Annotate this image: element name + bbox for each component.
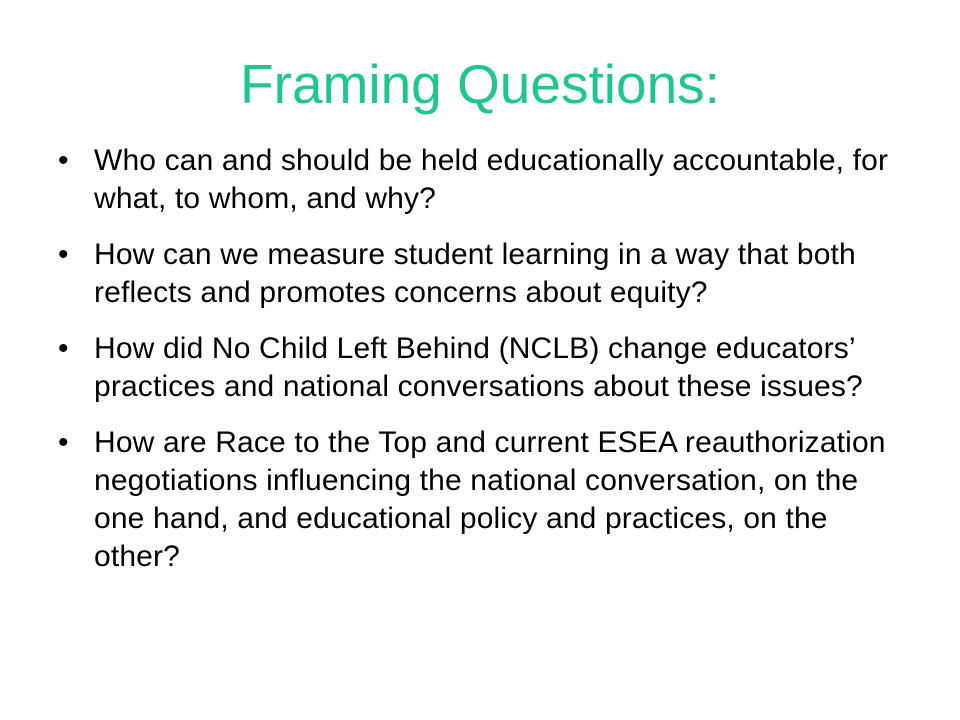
bullet-list [56,142,896,594]
bullet-text: How did No Child Left Behind (NCLB) change educators’ practices and national conversations about these issues? [94,332,863,403]
bullet-text: How are Race to the Top and current ESEA reauthorization negotiations influencing the national conversation, on the one hand, and educational policy and practices, on the other? [94,426,886,573]
bullet-icon: • [58,144,69,177]
bullet-item [56,424,896,576]
bullet-item [56,330,896,406]
bullet-icon: • [58,332,69,365]
bullet-icon: • [58,426,69,459]
bullet-item [56,142,896,218]
bullet-icon: • [58,238,69,271]
bullet-text: Who can and should be held educationally accountable, for what, to whom, and why? [94,144,889,215]
slide-title: Framing Questions: [240,53,720,115]
bullet-text: How can we measure student learning in a way that both reflects and promotes concerns about equity? [94,238,856,309]
bullet-item [56,236,896,312]
